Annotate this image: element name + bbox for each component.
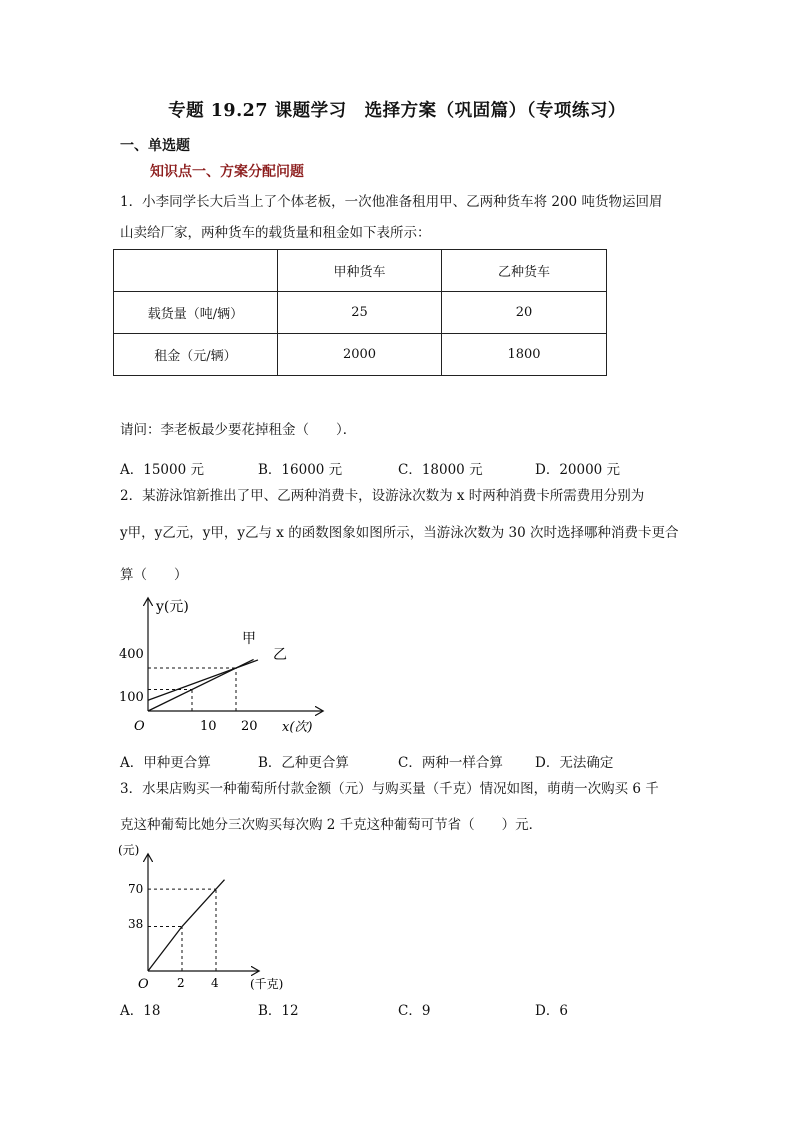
q3-option-c: C．9 <box>398 1003 431 1019</box>
x-axis-label: x(次) <box>282 720 313 735</box>
table-cell: 载货量（吨/辆） <box>114 292 278 334</box>
q3-option-b: B．12 <box>258 1003 299 1019</box>
q1-option-d: D．20000 元 <box>535 462 621 478</box>
q1-table <box>113 249 607 376</box>
table-cell: 2000 <box>278 334 442 376</box>
x-tick-label: 10 <box>200 719 217 734</box>
table-header-cell <box>114 250 278 292</box>
y-axis-label: (元) <box>118 843 140 857</box>
series-line-0 <box>148 880 225 971</box>
table-header-cell: 甲种货车 <box>278 250 442 292</box>
q1-ask: 请问：李老板最少要花掉租金（ ）． <box>120 422 357 438</box>
table-header-row <box>114 250 607 292</box>
y-tick-label: 400 <box>119 647 144 662</box>
series-label-yi: 乙 <box>273 647 287 663</box>
q2-line3: 算（ ） <box>120 567 188 583</box>
y-tick-label: 70 <box>128 882 144 896</box>
q1-line1: 1．小李同学长大后当上了个体老板，一次他准备租用甲、乙两种货车将 200 吨货物运回眉 <box>120 194 663 210</box>
table-cell: 20 <box>442 292 607 334</box>
q2-option-c: C．两种一样合算 <box>398 755 503 771</box>
table-row <box>114 334 607 376</box>
q1-option-a: A．15000 元 <box>120 462 204 478</box>
y-axis-label: y(元) <box>156 599 189 615</box>
q2-option-d: D．无法确定 <box>535 755 614 771</box>
x-tick-label: 2 <box>177 976 185 990</box>
knowledge-point-heading: 知识点一、方案分配问题 <box>150 164 304 180</box>
table-cell: 1800 <box>442 334 607 376</box>
q3-line1: 3．水果店购买一种葡萄所付款金额（元）与购买量（千克）情况如图，萌萌一次购买 6 千 <box>120 781 659 797</box>
series-line-1 <box>148 660 258 700</box>
section-heading: 一、单选题 <box>120 138 190 154</box>
origin-label: O <box>138 977 149 992</box>
x-tick-label: 20 <box>241 719 258 734</box>
q1-option-b: B．16000 元 <box>258 462 343 478</box>
q2-option-b: B．乙种更合算 <box>258 755 349 771</box>
table-cell: 租金（元/辆） <box>114 334 278 376</box>
q3-line2: 克这种葡萄比她分三次购买每次购 2 千克这种葡萄可节省（ ）元． <box>120 817 543 833</box>
q3-chart <box>108 841 308 999</box>
q1-line2: 山卖给厂家，两种货车的载货量和租金如下表所示： <box>120 225 431 241</box>
x-axis-label: (千克) <box>250 977 284 991</box>
q2-chart <box>110 593 340 743</box>
table-row <box>114 292 607 334</box>
series-label-jia: 甲 <box>242 631 256 647</box>
origin-label: O <box>134 719 145 734</box>
table-header-cell: 乙种货车 <box>442 250 607 292</box>
y-tick-label: 100 <box>119 690 144 705</box>
page-title: 专题 19.27 课题学习 选择方案（巩固篇）（专项练习） <box>168 101 626 121</box>
q1-option-c: C．18000 元 <box>398 462 483 478</box>
q2-option-a: A．甲种更合算 <box>120 755 211 771</box>
q3-option-a: A．18 <box>120 1003 161 1019</box>
x-tick-label: 4 <box>211 976 219 990</box>
q2-line1: 2．某游泳馆新推出了甲、乙两种消费卡，设游泳次数为 x 时两种消费卡所需费用分别为 <box>120 488 645 504</box>
q2-line2: y甲，y乙元，y甲，y乙与 x 的函数图象如图所示，当游泳次数为 30 次时选择哪种消费卡更合 <box>120 525 679 541</box>
table-cell: 25 <box>278 292 442 334</box>
y-tick-label: 38 <box>128 917 144 931</box>
q3-option-d: D．6 <box>535 1003 568 1019</box>
